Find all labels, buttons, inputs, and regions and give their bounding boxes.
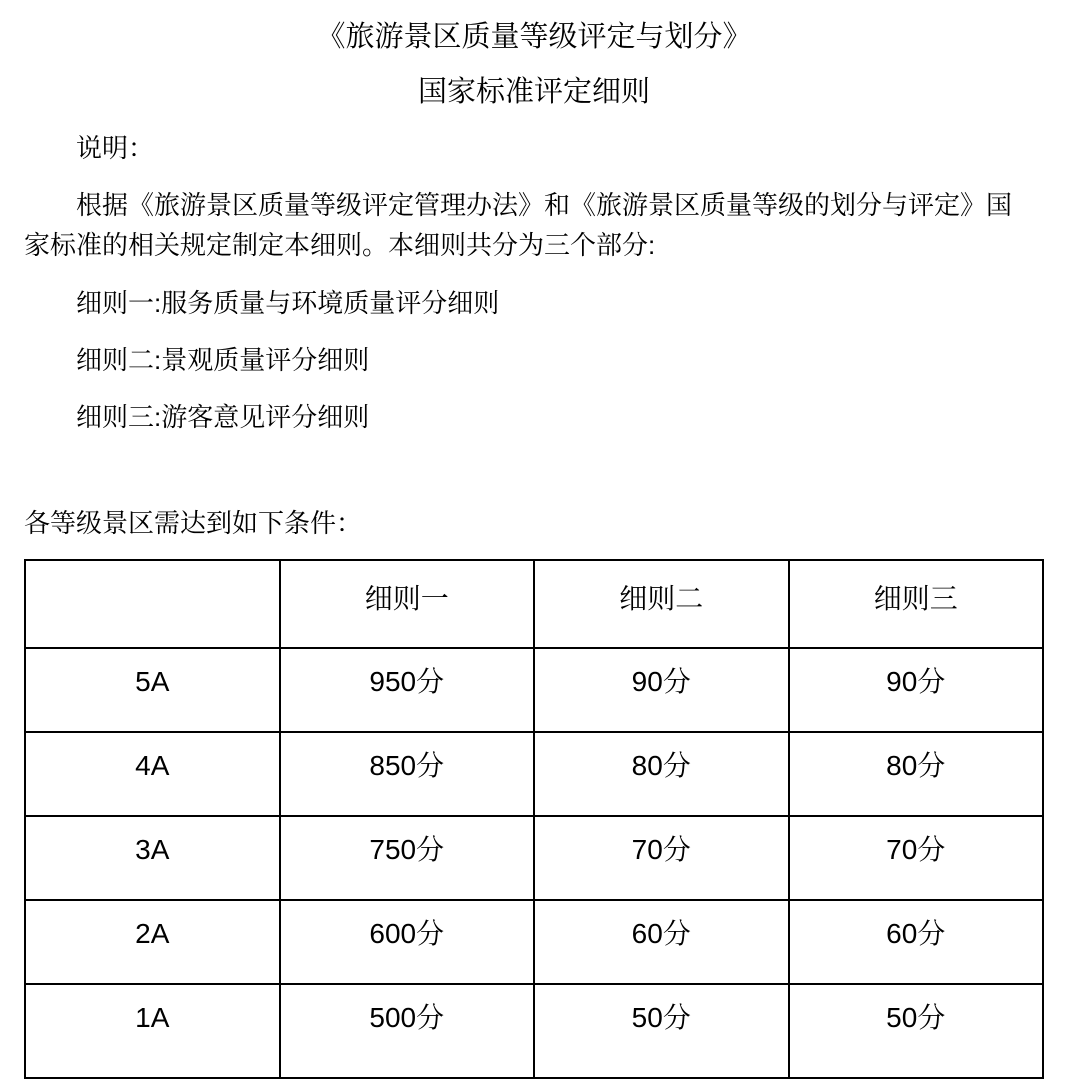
rule-item-2: 细则二:景观质量评分细则	[76, 345, 370, 375]
table-header-cell-rule3: 细则三	[789, 560, 1044, 648]
table-row-5a	[25, 648, 1043, 732]
table-row-3a	[25, 816, 1043, 900]
grade-cell: 2A	[25, 900, 280, 984]
score-cell: 50分	[789, 984, 1044, 1078]
score-cell: 90分	[789, 648, 1044, 732]
table-row-2a	[25, 900, 1043, 984]
score-cell: 80分	[534, 732, 789, 816]
table-row-1a	[25, 984, 1043, 1078]
score-cell: 80分	[789, 732, 1044, 816]
score-cell: 60分	[534, 900, 789, 984]
score-cell: 70分	[789, 816, 1044, 900]
table-intro: 各等级景区需达到如下条件：	[24, 508, 363, 538]
grade-cell: 4A	[25, 732, 280, 816]
grade-cell: 1A	[25, 984, 280, 1078]
rule-item-3: 细则三:游客意见评分细则	[76, 402, 370, 432]
table-header-cell-grade	[25, 560, 280, 648]
score-cell: 50分	[534, 984, 789, 1078]
score-cell: 600分	[280, 900, 535, 984]
score-cell: 850分	[280, 732, 535, 816]
score-cell: 750分	[280, 816, 535, 900]
document-subtitle: 国家标准评定细则	[417, 76, 650, 108]
document-title: 《旅游景区质量等级评定与划分》	[316, 21, 752, 53]
table-header-cell-rule1: 细则一	[280, 560, 535, 648]
grade-cell: 5A	[25, 648, 280, 732]
score-cell: 950分	[280, 648, 535, 732]
note-label: 说明：	[76, 133, 155, 163]
intro-paragraph: 根据《旅游景区质量等级评定管理办法》和《旅游景区质量等级的划分与评定》国家标准的相关规定制定本细则。本细则共分为三个部分:	[24, 190, 1013, 260]
score-cell: 60分	[789, 900, 1044, 984]
table-header-row	[25, 560, 1043, 648]
table-header-cell-rule2: 细则二	[534, 560, 789, 648]
score-cell: 90分	[534, 648, 789, 732]
rule-item-1: 细则一:服务质量与环境质量评分细则	[76, 288, 500, 318]
table-row-4a	[25, 732, 1043, 816]
score-cell: 500分	[280, 984, 535, 1078]
grade-requirements-table	[24, 559, 1044, 1079]
score-cell: 70分	[534, 816, 789, 900]
grade-cell: 3A	[25, 816, 280, 900]
